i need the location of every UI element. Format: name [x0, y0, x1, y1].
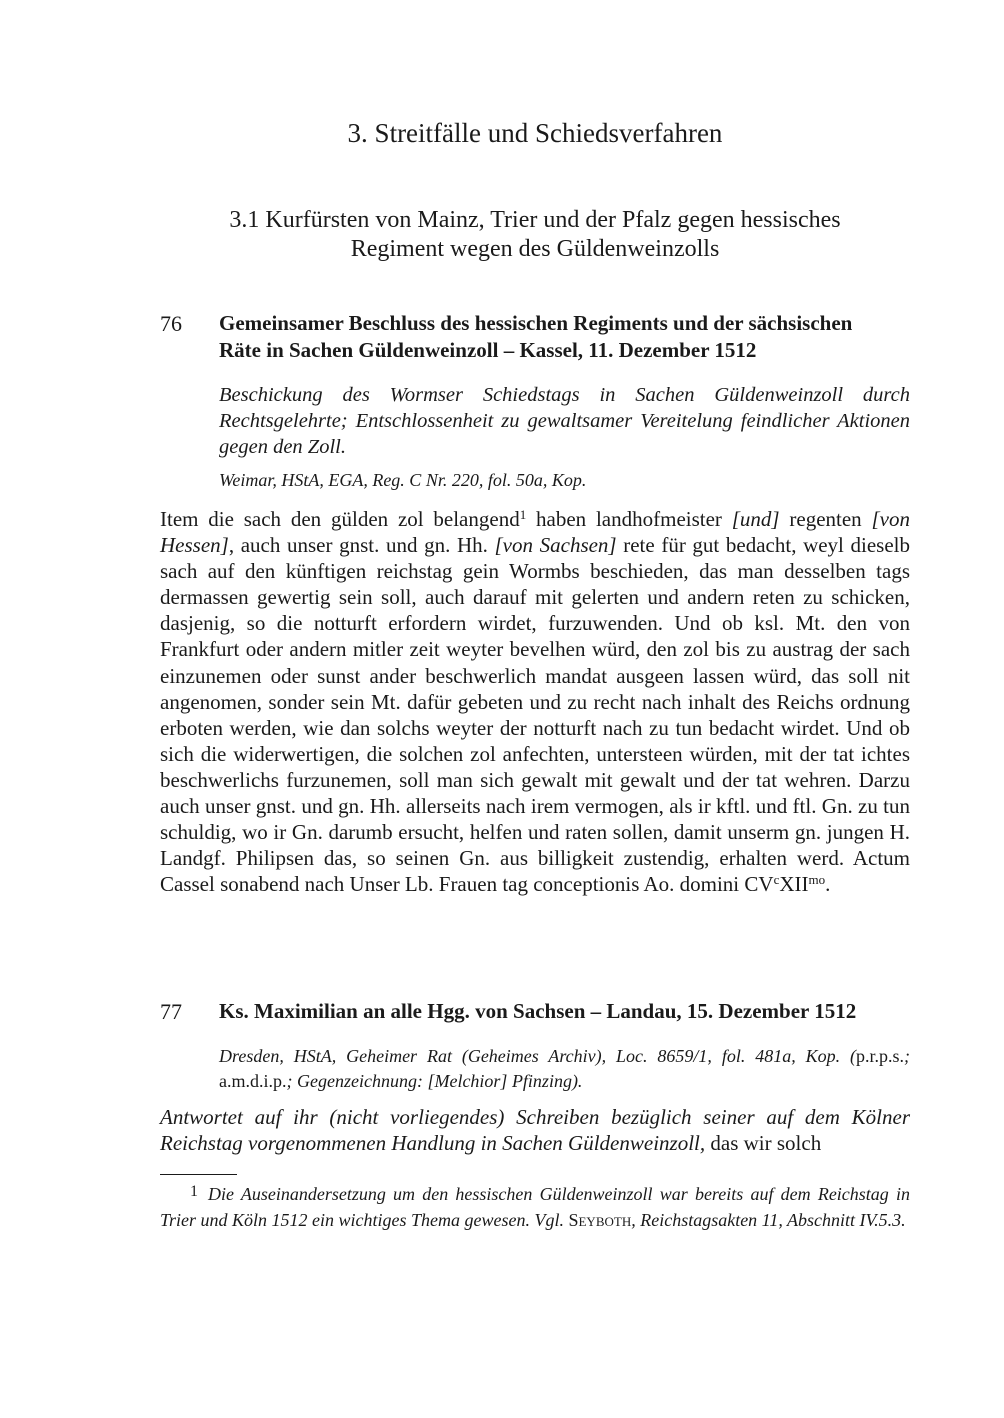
superscript: c [773, 872, 780, 888]
doc-76-regest: Beschickung des Wormser Schiedstags in Sachen Güldenweinzoll durch Rechtsgelehrte; Entschlossenheit zu gewaltsamer Vereitelung feindlicher Aktionen gegen den Zoll. [219, 384, 910, 458]
source-segment: Dresden, HStA, Geheimer Rat (Geheimes Archiv), Loc. 8659/1, fol. 481a, Kop. ( [219, 1046, 856, 1066]
footnote [160, 1179, 910, 1233]
doc-76-source: Weimar, HStA, EGA, Reg. C Nr. 220, fol. 50a, Kop. [219, 470, 587, 490]
footnote-number: 1 [190, 1183, 198, 1200]
text-segment: XII [779, 872, 809, 897]
chapter-title: 3. Streitfälle und Schiedsverfahren [347, 118, 723, 148]
source-segment: ; Gegenzeichnung: [Melchior] Pfinzing). [286, 1071, 583, 1091]
editorial-insertion: [und] [731, 507, 780, 531]
doc-76-heading [219, 310, 910, 364]
source-abbrev: p.r.p.s. [855, 1046, 904, 1066]
footnote-author: Seyboth [568, 1210, 632, 1230]
text-segment: rete für gut bedacht, weyl dieselb sach auf den künftigen reichstag gein Wormbs beschieden, das man desselben tags dermassen gewertig sein soll, auch darauf mit gelerten und andern reten zu schicken, dasjenig, so die notturft erfordern wirdet, furzuwenden. Und ob ksl. Mt. den von Frankfurt oder andern mitler zeit weyter bevelhen würd, den zol bis zu austrag der sach einzunemen oder sunst ander beschwerlich mandat ausgeen lassen würd, das soll nit angenomen, sonder sein Mt. dafür gebeten und zu recht nach inhalt des Reichs ordnung erboten werden, wie dan solchs weyter der notturft nach zu tun bedacht wirdet. Und ob sich die widerwertigen, die solchen zol anfechten, untersteen würden, mit der tat ichtes beschwerlichs furzunemen, soll man sich gewalt mit gewalt und der tat wehren. Darzu auch unser gnst. und gn. Hh. allerseits nach irem vermogen, als ir kftl. und ftl. Gn. zu tun schuldig, wo ir Gn. darumb ersucht, helfen und raten sollen, damit unserm gn. jungen H. Landgf. Philipsen das, so seinen Gn. aus billigkeit zustendig, erhalten werd. Actum Cassel sonabend nach Unser Lb. Frauen tag conceptionis Ao. domini CV [160, 533, 910, 897]
text-segment: , auch unser gnst. und gn. Hh. [228, 533, 495, 558]
editorial-insertion: [von Sachsen] [494, 533, 617, 558]
doc-76-heading-line-2: Räte in Sachen Güldenweinzoll – Kassel, 11. Dezember 1512 [219, 338, 757, 362]
section-title [160, 206, 910, 264]
footnote-rule [160, 1174, 237, 1175]
footnote-text: Die Auseinandersetzung um den hessischen Güldenweinzoll war bereits auf dem Reichstag in Trier und Köln 1512 ein wichtiges Thema gewesen. Vgl. [160, 1184, 910, 1230]
doc-77-text [160, 1104, 910, 1156]
doc-77-heading: Ks. Maximilian an alle Hgg. von Sachsen – Landau, 15. Dezember 1512 [219, 999, 857, 1023]
doc-76-text [160, 506, 910, 897]
text-segment: regenten [779, 507, 872, 531]
text-segment: . [825, 872, 831, 897]
text-segment: das wir solch [705, 1131, 822, 1156]
footnote-text: , Reichstagsakten 11, Abschnitt IV.5.3. [631, 1210, 906, 1230]
source-abbrev: a.m.d.i.p. [219, 1071, 287, 1091]
section-title-line-1: 3.1 Kurfürsten von Mainz, Trier und der Pfalz gegen hessisches [229, 207, 841, 233]
doc-76-heading-line-1: Gemeinsamer Beschluss des hessischen Regiments und der sächsischen [219, 311, 853, 335]
superscript: mo [808, 872, 826, 888]
doc-77-number: 77 [160, 999, 182, 1024]
footnote-reference: 1 [519, 506, 527, 522]
editorial-insertion: [von Hessen] [160, 507, 910, 558]
regest-inline: Antwortet auf ihr (nicht vorliegendes) Schreiben bezüglich seiner auf dem Kölner Reichstag vorgenommenen Handlung in Sachen Güldenweinzoll, [160, 1105, 910, 1156]
doc-76-number: 76 [160, 311, 182, 336]
source-segment: ; [904, 1046, 910, 1066]
text-segment: haben landhofmeister [526, 507, 732, 531]
section-title-line-2: Regiment wegen des Güldenweinzolls [350, 236, 720, 262]
text-segment: Item die sach den gülden zol belangend [160, 507, 520, 531]
doc-77-source [219, 1044, 910, 1094]
